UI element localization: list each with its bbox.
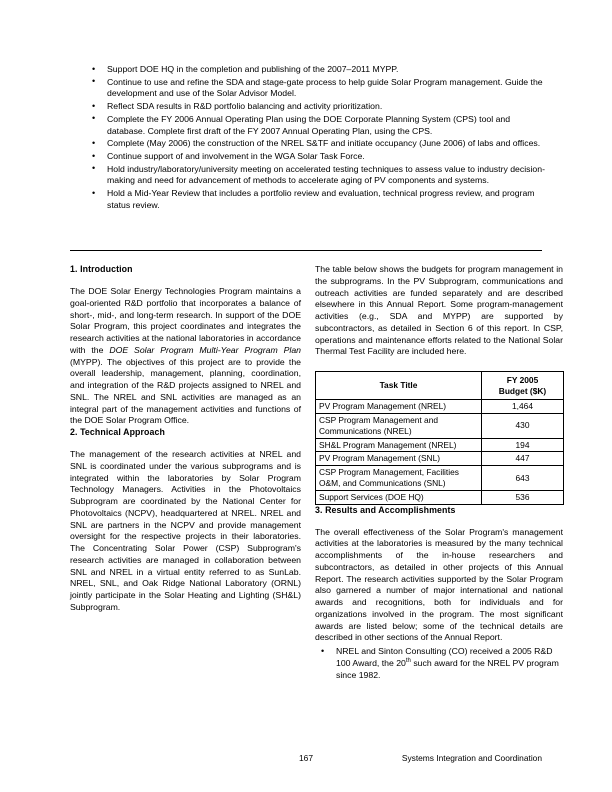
table-row (316, 465, 564, 490)
list-item: • Continue support of and involvement in the WGA Solar Task Force. (92, 151, 547, 163)
budget-header-line2: Budget ($K) (498, 385, 547, 396)
table-row (316, 438, 564, 452)
cell-task-title: SH&L Program Management (NREL) (316, 438, 482, 452)
list-item: • Reflect SDA results in R&D portfolio balancing and activity prioritization. (92, 101, 547, 113)
table-row (316, 413, 564, 438)
list-item: • Support DOE HQ in the completion and publishing of the 2007–2011 MYPP. (92, 64, 547, 76)
cell-task-title: Support Services (DOE HQ) (316, 490, 482, 504)
table-row (316, 452, 564, 466)
table-row (316, 490, 564, 504)
heading-results-accomplishments: 3. Results and Accomplishments (315, 504, 456, 515)
awards-bullet-list (315, 646, 563, 681)
award-text-part1: NREL and Sinton Consulting (CO) received a 2005 R&D 100 Award, the 20 (336, 646, 553, 668)
right-column (315, 264, 563, 681)
left-column (70, 264, 301, 614)
list-item: • Continue to use and refine the SDA and stage-gate process to help guide Solar Program management. Guide the development and use of the Solar Advisor Model. (92, 77, 547, 100)
list-item: • Hold a Mid-Year Review that includes a portfolio review and evaluation, technical progress review, and program status review. (92, 188, 547, 211)
cell-budget-amount: 1,464 (482, 400, 564, 414)
footer-section-title: Systems Integration and Coordination (401, 753, 542, 763)
award-ordinal-suffix: th (405, 657, 411, 664)
table-header-row (316, 372, 564, 400)
intro-text-part1: The DOE Solar Energy Technologies Program maintains a goal-oriented R&D portfolio that incorporates a balance of short-, mid-, and long-term research. In support of the DOE Solar Program, this project coordinates and integrates the research activities at the national laboratories in accordance with the (70, 286, 301, 355)
paragraph-budget-intro: The table below shows the budgets for program management in the subprograms. In the PV Subprogram, communications and outreach activities are funded separately and are described elsewhere in this Annual Report. Some program-management activities (e.g., SDA and MYPP) are supported by subcontractors, as detailed in Section 6 of this report. In CSP, operations and maintenance efforts related to the National Solar Thermal Test Facility are included here. (315, 264, 563, 357)
list-item (321, 646, 563, 681)
paragraph-technical-approach: The management of the research activities at NREL and SNL is coordinated under the various subprograms and is integrated within the laboratories by Solar Program Technology Managers. Activities in the Photovoltaics Subprogram are coordinated by the National Center for Photovoltaics (NCPV), headquartered at NREL. NREL and SNL are partners in the NCPV and provide management oversight for the respective projects in their laboratories. The Concentrating Solar Power (CSP) Subprogram's research activities are managed in collaboration between SNL and NREL in a virtual entity referred to as SunLab. NREL, SNL, and Oak Ridge National Laboratory (ORNL) jointly participate in the Solar Heating and Lighting (SH&L) Subprogram. (70, 449, 301, 612)
section-divider (70, 250, 542, 251)
cell-budget-amount: 447 (482, 452, 564, 466)
paragraph-results: The overall effectiveness of the Solar Program's management activities at the laboratories is measured by the many technical accomplishments of the in-house researchers and subcontractors, as detailed in other projects of this Annual Report. The research activities supported by the Solar Program also garnered a number of major international and national awards and recognitions, both for individuals and for organizations involved in the program. The most significant awards are listed below; some of the technical details are described in other sections of the Annual Report. (315, 526, 563, 643)
cell-task-title: CSP Program Management and Communications (NREL) (316, 413, 482, 438)
intro-text-part2: (MYPP). The objectives of this project are to provide the overall leadership, management, planning, coordination, and integration of the R&D projects assigned to NREL and SNL. The NREL and SNL activities are managed as an integral part of the management activities and functions of the DOE Solar Program Office. (70, 356, 301, 426)
cell-task-title: PV Program Management (NREL) (316, 400, 482, 414)
cell-task-title: CSP Program Management, Facilities O&M, and Communications (SNL) (316, 465, 482, 490)
objectives-bullet-list (92, 64, 547, 213)
list-item: • Complete the FY 2006 Annual Operating Plan using the DOE Corporate Planning System (CPS) tool and database. Complete first draft of the FY 2007 Annual Operating Plan, using the CPS. (92, 114, 547, 137)
intro-italic-title: DOE Solar Program Multi-Year Program Plan (109, 344, 301, 355)
cell-budget-amount: 536 (482, 490, 564, 504)
page-number: 167 (299, 753, 313, 763)
cell-budget-amount: 643 (482, 465, 564, 490)
cell-task-title: PV Program Management (SNL) (316, 452, 482, 466)
list-item: • Complete (May 2006) the construction of the NREL S&TF and initiate occupancy (June 2006) of labs and offices. (92, 138, 547, 150)
bullet-list (92, 64, 547, 211)
paragraph-introduction (70, 286, 301, 427)
award-text-part2: such award for the NREL PV program since 1982. (336, 657, 559, 680)
page-footer (70, 752, 542, 766)
budget-header-line1: FY 2005 (506, 375, 539, 385)
table-row (316, 400, 564, 414)
budget-table-container (315, 371, 563, 505)
column-header-task-title: Task Title (316, 372, 482, 400)
cell-budget-amount: 430 (482, 413, 564, 438)
heading-introduction: 1. Introduction (70, 264, 133, 274)
column-header-budget (482, 372, 564, 400)
budget-table (315, 371, 564, 505)
cell-budget-amount: 194 (482, 438, 564, 452)
heading-technical-approach: 2. Technical Approach (70, 427, 165, 437)
list-item: • Hold industry/laboratory/university meeting on accelerated testing techniques to assess value to industry decision-making and need for advancement of methods to accelerate aging of PV components and systems. (92, 164, 547, 187)
